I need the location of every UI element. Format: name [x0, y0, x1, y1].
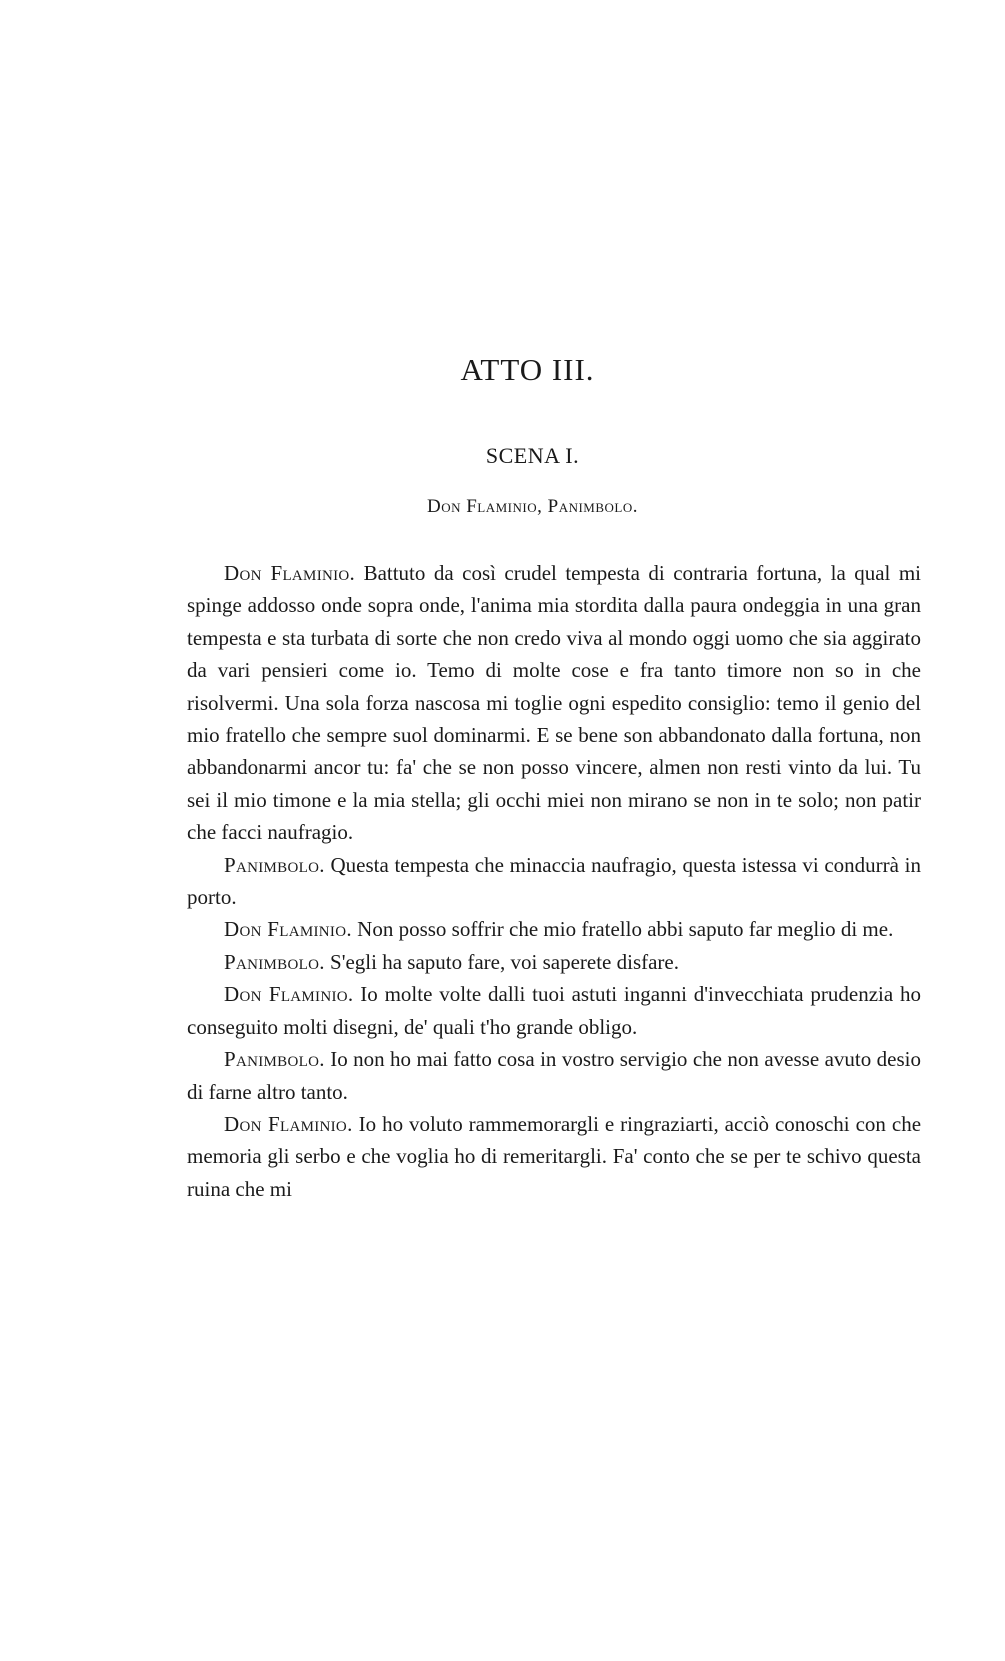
- speech-text: Io ho voluto rammemorargli e ringraziarti, acciò conoschi con che memoria gli serbo e che voglia ho di remeritargli. Fa' conto che se per te schivo questa ruina che mi: [187, 1111, 922, 1201]
- speech: [187, 1043, 921, 1108]
- speech-text: Io non ho mai fatto cosa in vostro servigio che non avesse avuto desio di farne altro tanto.: [187, 1047, 922, 1104]
- scene-title: SCENA I.: [485, 443, 580, 468]
- speaker-name: Panimbolo.: [224, 949, 325, 974]
- speaker-name: Panimbolo.: [224, 852, 325, 877]
- speech: [187, 913, 921, 945]
- act-title: ATTO III.: [460, 352, 595, 387]
- speaker-name: Panimbolo.: [224, 1047, 325, 1072]
- speech: [187, 978, 921, 1043]
- speech-text: Questa tempesta che minaccia naufragio, questa istessa vi condurrà in porto.: [187, 852, 921, 910]
- dialogue-body: [187, 557, 921, 1205]
- speaker-name: Don Flaminio.: [224, 917, 352, 942]
- speech-text: Non posso soffrir che mio fratello abbi saputo far meglio di me.: [357, 917, 894, 942]
- speech: [187, 849, 921, 914]
- speaker-name: Don Flaminio.: [224, 1111, 353, 1136]
- cast-list: Don Flaminio, Panimbolo.: [426, 496, 638, 517]
- speech-text: Io molte volte dalli tuoi astuti inganni d'invecchiata prudenzia ho conseguito molti disegni, de' quali t'ho grande obligo.: [187, 982, 922, 1039]
- speech-text: S'egli ha saputo fare, voi saperete disfare.: [330, 949, 679, 974]
- speech: [187, 1108, 921, 1205]
- speech: [187, 557, 921, 849]
- speech: [187, 946, 921, 978]
- speech-text: Battuto da così crudel tempesta di contraria fortuna, la qual mi spinge addosso onde sopra onde, l'anima mia stordita dalla paura ondeggia in una gran tempesta e sta turbata di sorte che non credo viva al mondo oggi uomo che sia aggirato da vari pensieri come io. Temo di molte cose e fra tanto timore non so in che risolvermi. Una sola forza nascosa mi toglie ogni espedito consiglio: temo il genio del mio fratello che sempre suol dominarmi. E se bene son abbandonato dalla fortuna, non abbandonarmi ancor tu: fa' che se non posso vincere, almen non resti vinto da lui. Tu sei il mio timone e la mia stella; gli occhi miei non mirano se non in te solo; non patir che facci naufragio.: [187, 561, 921, 845]
- speaker-name: Don Flaminio.: [224, 982, 354, 1007]
- speaker-name: Don Flaminio.: [224, 561, 356, 585]
